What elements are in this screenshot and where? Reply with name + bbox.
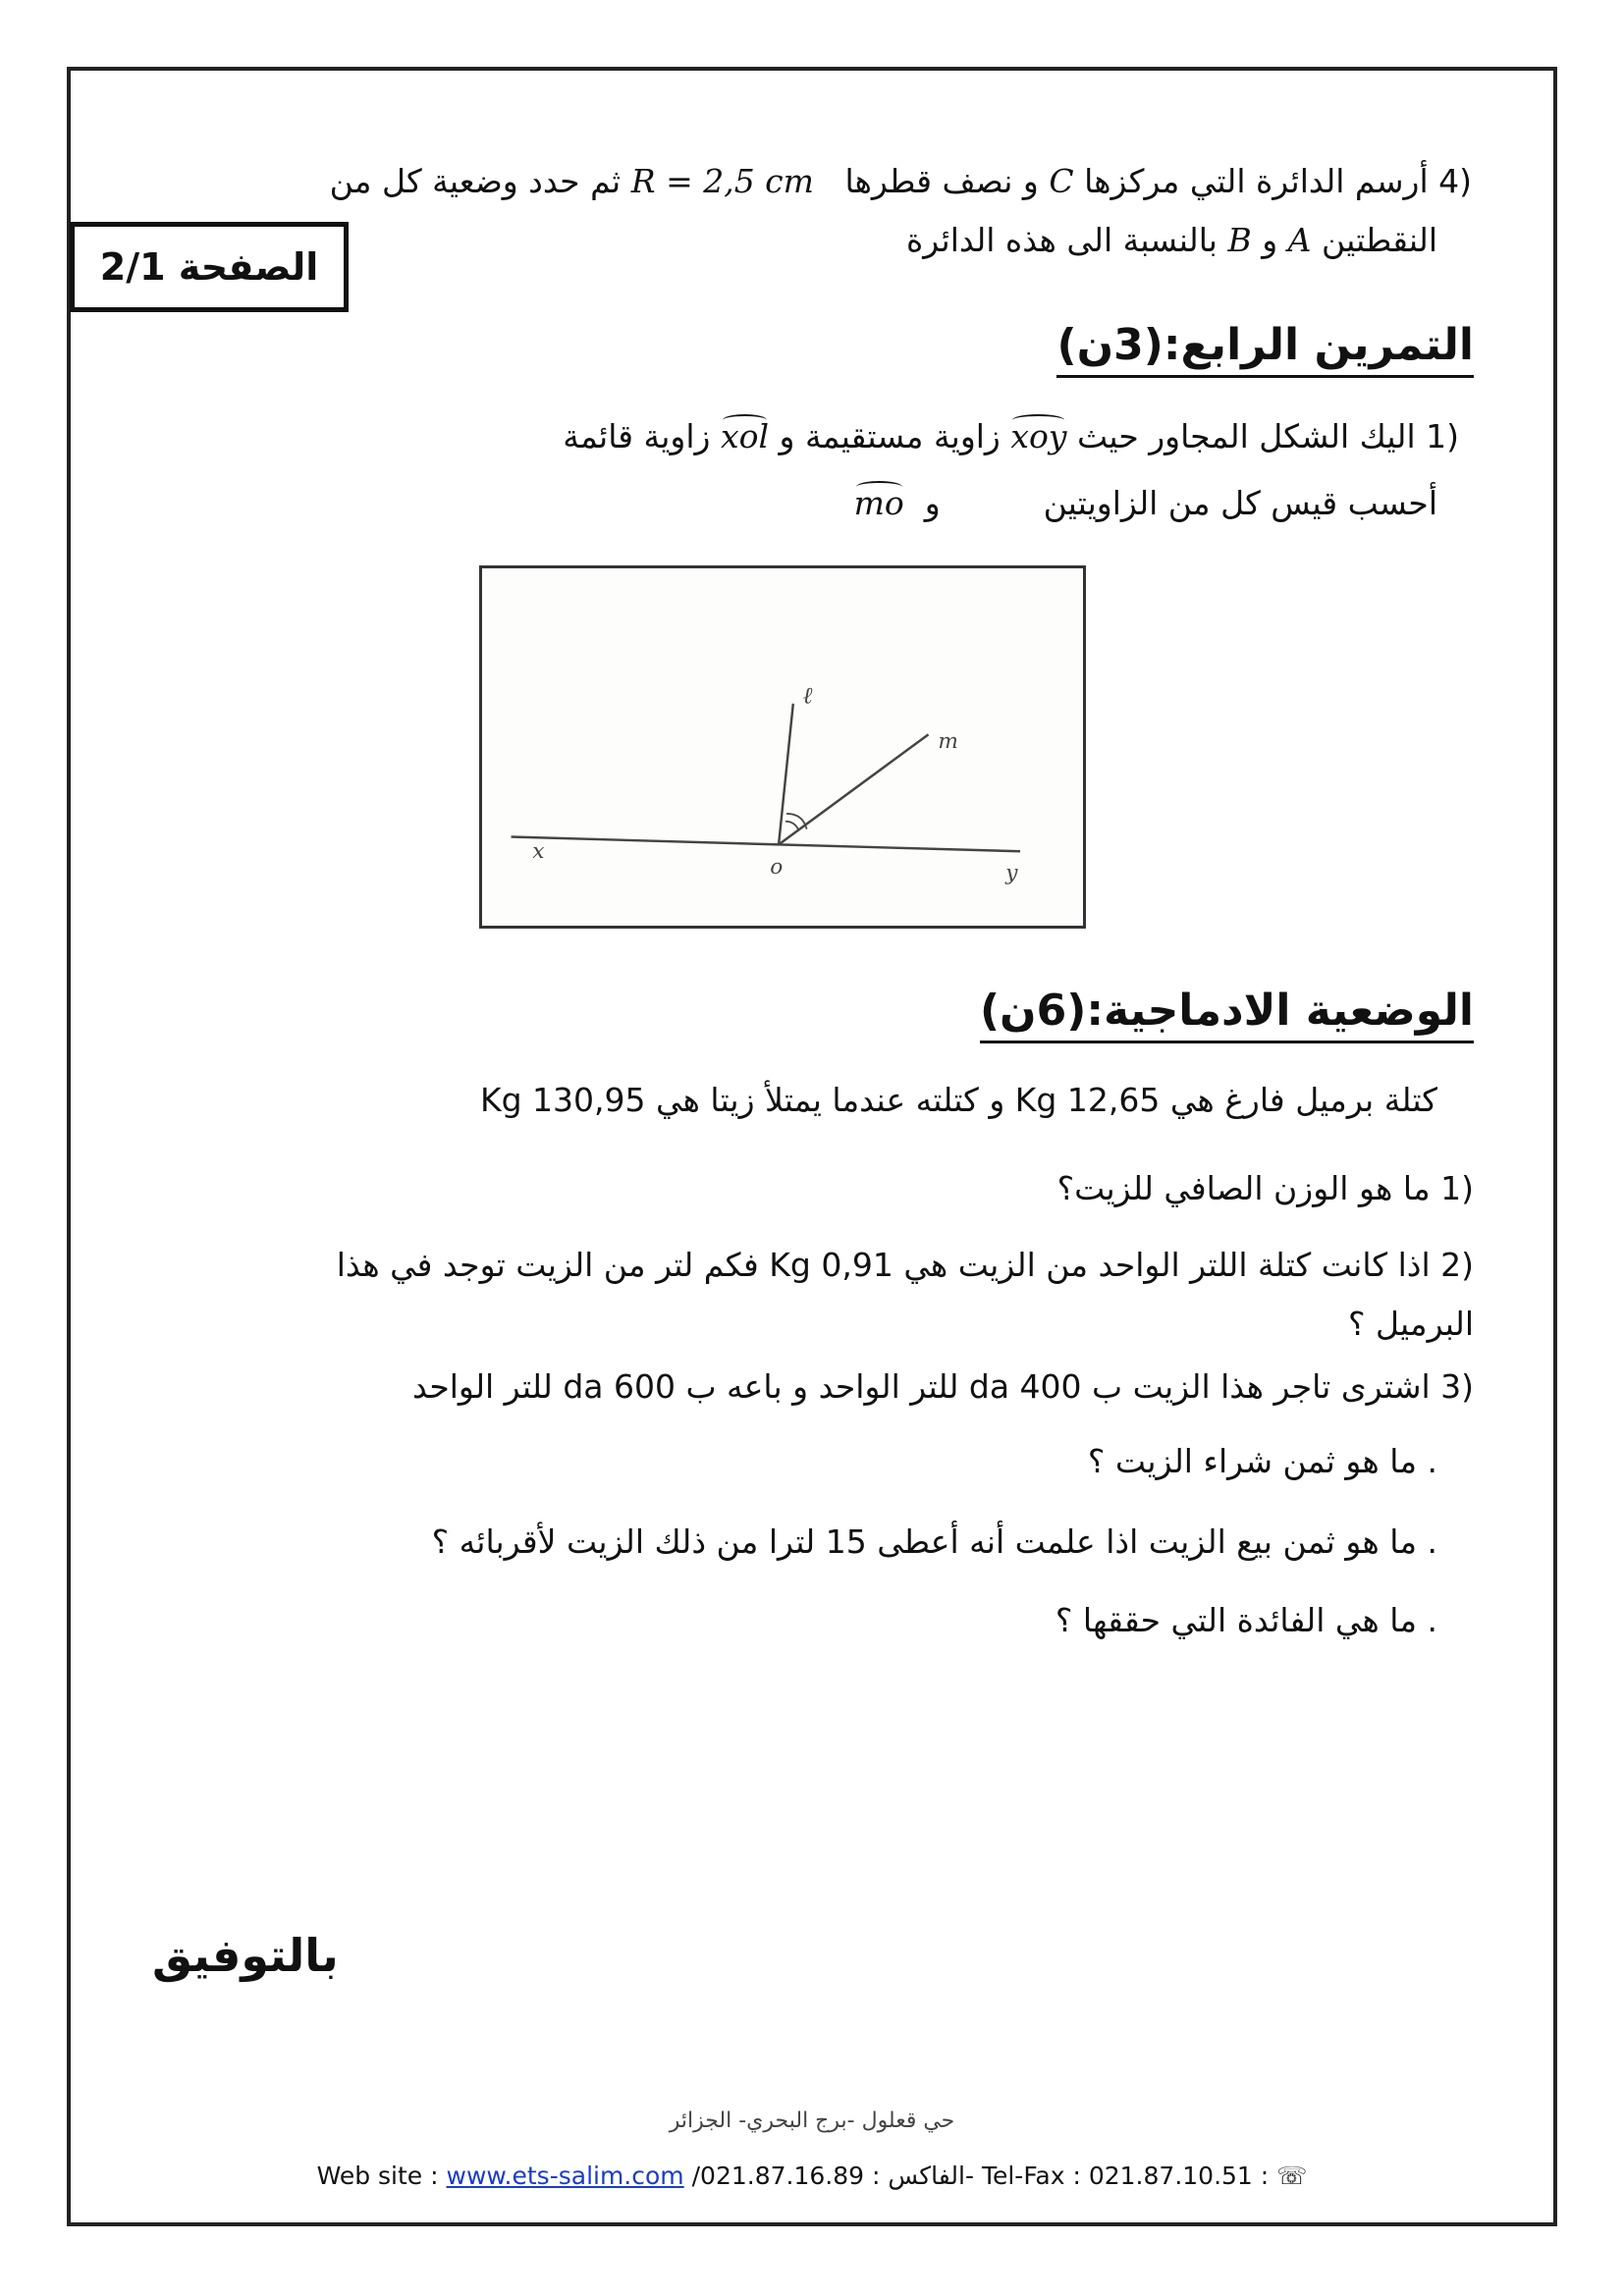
website-label: Web site :	[316, 2162, 439, 2190]
website-link[interactable]: www.ets-salim.com	[446, 2162, 684, 2190]
ray-ox	[512, 836, 780, 844]
label-o: o	[770, 854, 784, 880]
fax-number: /021.87.16.89	[691, 2162, 865, 2190]
label-y: y	[1005, 860, 1018, 885]
footer-contact	[0, 2162, 1624, 2190]
exercise3-q4-line1: (4 أرسم الدائرة التي مركزها C و نصف قطرها R = 2,5 cm ثم حدد وضعية كل من	[329, 162, 1472, 200]
integration-q3-b: . ما هو ثمن بيع الزيت اذا علمت أنه أعطى 15 لترا من ذلك الزيت لأقربائه ؟	[431, 1522, 1437, 1561]
exercise4-q1-line1: (1 اليك الشكل المجاور حيث xoy زاوية مستقيمة و xol زاوية قائمة	[563, 417, 1459, 455]
label-x: x	[532, 839, 545, 865]
integration-heading: الوضعية الادماجية:(6ن)	[980, 988, 1474, 1043]
integration-q2-line2: البرميل ؟	[1347, 1305, 1474, 1343]
integration-q1: (1 ما هو الوزن الصافي للزيت؟	[1056, 1169, 1474, 1207]
footer-address: حي قعلول -برج البحري- الجزائر	[669, 2109, 955, 2133]
integration-q3-c: . ما هي الفائدة التي حققها ؟	[1055, 1601, 1437, 1639]
label-l: ℓ	[802, 681, 813, 710]
fax-label: : الفاكس-	[871, 2162, 974, 2190]
label-m: m	[938, 728, 958, 754]
angle-figure	[479, 565, 1086, 929]
phone-icon: ☏	[1276, 2162, 1308, 2190]
integration-q3: (3 اشترى تاجر هذا الزيت ب 400 da للتر الواحد و باعه ب 600 da للتر الواحد	[412, 1367, 1474, 1406]
exercise4-q1-line2: أحسب قيس كل من الزاويتين و mo	[853, 484, 1437, 522]
integration-q2-line1: (2 اذا كانت كتلة اللتر الواحد من الزيت هي 0,91 Kg فكم لتر من الزيت توجد في هذا	[336, 1246, 1474, 1284]
telfax: Tel-Fax : 021.87.10.51 :	[981, 2162, 1270, 2190]
ray-om	[779, 734, 928, 844]
exercise4-heading: التمرين الرابع:(3ن)	[1056, 322, 1474, 378]
angle-arc-1	[785, 822, 799, 831]
exercise3-q4-line2: النقطتين A و B بالنسبة الى هذه الدائرة	[906, 221, 1437, 259]
page-number-box: الصفحة 2/1	[70, 222, 349, 312]
integration-intro: كتلة برميل فارغ هي 12,65 Kg و كتلته عندما يمتلأ زيتا هي 130,95 Kg	[479, 1081, 1437, 1119]
ray-ol	[779, 704, 793, 845]
ray-oy	[779, 844, 1020, 851]
integration-q3-a: . ما هو ثمن شراء الزيت ؟	[1087, 1442, 1437, 1480]
page-frame	[67, 67, 1557, 2226]
closing-wish: بالتوفيق	[152, 1929, 339, 1982]
